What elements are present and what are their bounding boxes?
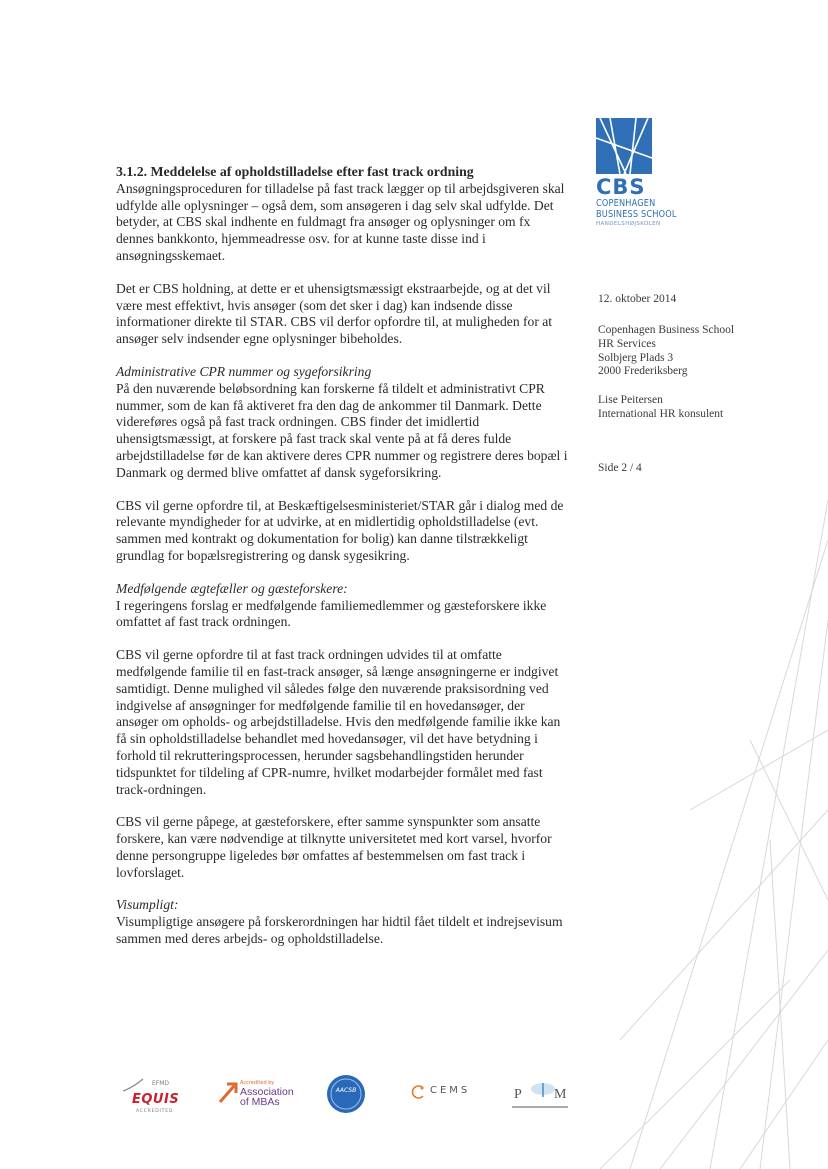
- subsection-title-visa: Visumpligt:: [116, 897, 179, 913]
- address-line: HR Services: [598, 337, 656, 350]
- cems-logo: [410, 1082, 490, 1106]
- pim-letter-m: M: [554, 1087, 567, 1102]
- paragraph-1: Ansøgningsproceduren for tilladelse på fast track lægger op til arbejdsgiveren skal udfylde alle oplysninger – også dem, som ansøgeren i dag selv skal udfylde. Det betyder, at CBS skal indhente en fuldmagt fra ansøger og oplysninger om fx dennes bankkonto, hjemmeadresse osv. for at kunne taste disse ind i ansøgningsskemaet.: [116, 180, 565, 263]
- paragraph-5: I regeringens forslag er medfølgende familiemedlemmer og gæsteforskere ikke omfattet af fast track ordningen.: [116, 597, 547, 630]
- letter-date: 12. oktober 2014: [598, 293, 677, 305]
- amba-label-line1: Association: [240, 1086, 294, 1098]
- amba-label-line2: of MBAs: [240, 1096, 280, 1108]
- accreditation-footer: [0, 1072, 828, 1122]
- paragraph-6: CBS vil gerne opfordre til at fast track ordningen udvides til at omfatte medfølgende familie til en fast-track ansøger, så længe ansøgningerne er indgivet samtidigt. Denne mulighed vil således følge den nuværende praksisordning ved indgivelse af ansøgninger for medfølgende familie til en hovedansøger, der ansøger om opholds- og arbejdstilladelse. Hvis den medfølgende familie ikke kan få sin opholdstilladelse behandlet med hovedansøger, vil det have betydning i forhold til rekrutteringsprocessen, herunder sagsbehandlingstiden herunder tidspunktet for tildeling af CPR-numre, hvilket modarbejder formålet med fast track-ordningen.: [116, 647, 561, 797]
- amba-logo: [218, 1078, 298, 1118]
- contact-title: International HR konsulent: [598, 407, 724, 420]
- amba-arrow-icon: [218, 1080, 240, 1104]
- paragraph-7: CBS vil gerne påpege, at gæsteforskere, efter samme synspunkter som ansatte forskere, kan være nødvendige at tilknytte universitetet med kort varsel, hvorfor denne persongruppe ligeledes bør omfattes af bestemmelsen om fast track i lovforslaget.: [116, 814, 552, 880]
- cems-circle-icon: [410, 1084, 426, 1100]
- pim-logo: [512, 1078, 572, 1118]
- equis-label: EQUIS: [132, 1092, 180, 1107]
- page-number: Side 2 / 4: [598, 462, 642, 474]
- address-line: Copenhagen Business School: [598, 324, 735, 336]
- logo-line-business-school: BUSINESS SCHOOL: [596, 209, 677, 220]
- address-line: 2000 Frederiksberg: [598, 365, 688, 378]
- contact-person: [598, 394, 723, 422]
- pim-underline-icon: [512, 1106, 568, 1108]
- logo-line-handelshojskolen: HANDELSHØJSKOLEN: [596, 221, 661, 227]
- logo-name: CBS: [596, 175, 646, 199]
- aacsb-label: AACSB: [335, 1087, 357, 1094]
- document-body: [116, 164, 568, 948]
- equis-efmd-label: EFMD: [152, 1080, 170, 1087]
- cems-label: CEMS: [430, 1085, 471, 1096]
- equis-accredited-label: ACCREDITED: [136, 1109, 174, 1114]
- logo-line-copenhagen: COPENHAGEN: [596, 198, 656, 209]
- paragraph-4: CBS vil gerne opfordre til, at Beskæftigelsesministeriet/STAR går i dialog med de relevante myndigheder for at udvirke, at en midlertidig opholdstilladelse (evt. sammen med kontrakt og dokumentation for bolig) kan danne tilstrækkeligt grundlag for bopælsregistrering og dansk sygesikring.: [116, 497, 564, 563]
- aacsb-logo: [326, 1074, 366, 1114]
- cbs-logo: [596, 118, 676, 228]
- subsection-title-family: Medfølgende ægtefæller og gæsteforskere:: [116, 580, 348, 596]
- decorative-lines: [560, 480, 828, 1169]
- cbs-logo-mark-icon: [596, 118, 652, 174]
- equis-swoosh-icon: [122, 1078, 144, 1092]
- address-line: Solbjerg Plads 3: [598, 351, 674, 364]
- sender-address: [598, 324, 734, 379]
- section-heading: 3.1.2. Meddelelse af opholdstilladelse efter fast track ordning: [116, 164, 474, 179]
- paragraph-8: Visumpligtige ansøgere på forskerordningen har hidtil fået tildelt et indrejsevisum sammen med deres arbejds- og opholdstilladelse.: [116, 914, 563, 947]
- contact-name: Lise Peitersen: [598, 394, 663, 406]
- pim-letter-p: P: [514, 1087, 522, 1102]
- aacsb-seal-icon: [326, 1074, 366, 1114]
- paragraph-2: Det er CBS holdning, at dette er et uhensigtsmæssigt ekstraarbejde, og at det vil være mest effektivt, hvis ansøger (som det sker i dag) kan indsende disse informationer direkte til STAR. CBS vil derfor opfordre til, at muligheden for at ansøger selv indsender egne oplysninger bibeholdes.: [116, 280, 553, 347]
- amba-accredited-label: Accredited by: [240, 1080, 275, 1086]
- subsection-title-cpr: Administrative CPR nummer og sygeforsikring: [116, 363, 372, 379]
- paragraph-3: På den nuværende beløbsordning kan forskerne få tildelt et administrativt CPR nummer, som de kan få aktiveret fra den dag de ankommer til Danmark. Dette videreføres også på fast track ordningen. CBS finder det imidlertid uhensigtsmæssigt, at forskere på fast track skal vente på at få deres fulde arbejdstilladelse før de kan aktivere deres CPR nummer og registrere deres bopæl i Danmark og dermed blive omfattet af dansk sygeforsikring.: [116, 380, 568, 480]
